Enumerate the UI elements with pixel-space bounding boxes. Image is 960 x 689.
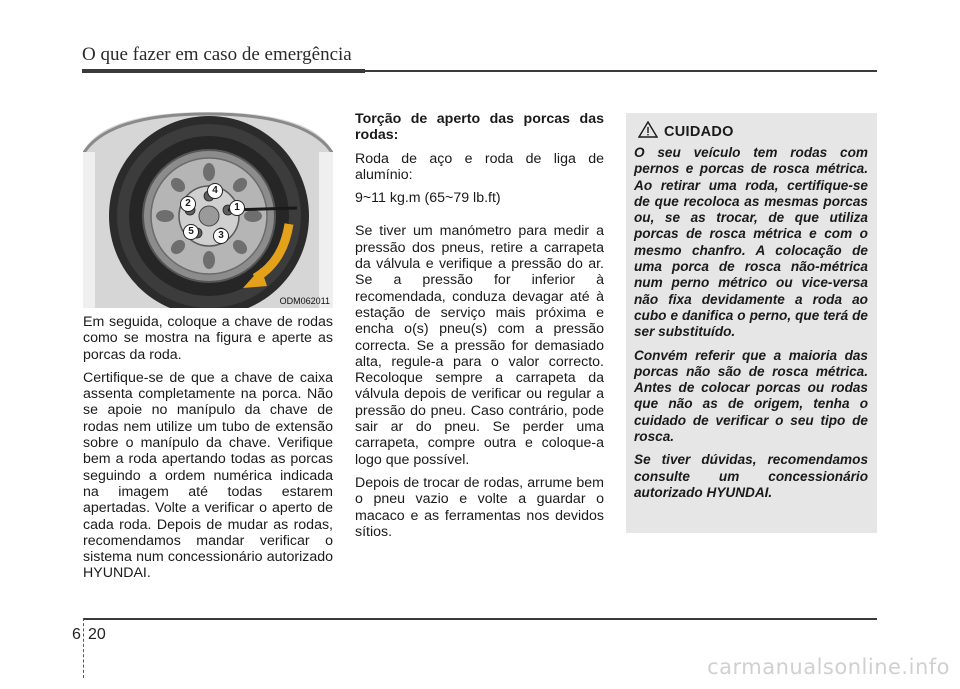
watermark: carmanualsonline.info [707,655,950,679]
page-number: 20 [88,626,106,643]
torque-heading: Torção de aperto das porcas das rodas: [355,111,604,144]
footer-rule [83,618,877,620]
left-column [83,314,333,589]
header-rule-thick [82,69,365,73]
wheel-drawing [83,112,333,308]
caution-paragraph: Convém referir que a maioria das porcas não são de rosca métrica. Antes de colocar porcas ou rodas que não as de origem, tenha o cuidado de verificar o seu tipo de rosca. [634,347,868,445]
footer-divider [83,618,84,678]
paragraph: Roda de aço e roda de liga de alumínio: [355,150,604,183]
caution-paragraph: Se tiver dúvidas, recomendamos consulte um concessionário autorizado HYUNDAI. [634,452,868,500]
middle-column [355,111,604,547]
paragraph: Certifique-se de que a chave de caixa assenta completamente na porca. Não se apoie no manípulo da chave de rodas nem utilize um tubo de extensão sobre o manípulo da chave. Verifique bem a roda apertando todas as porcas seguindo a ordem numérica indicada na imagem até todas estarem apertadas. Volte a verificar o aperto de cada roda. Depois de mudar as rodas, recomendamos mandar verificar o sistema num concessionário autorizado HYUNDAI. [83,369,333,582]
paragraph: Em seguida, coloque a chave de rodas como se mostra na figura e aperte as porcas da roda. [83,314,333,363]
nut-label-4: 4 [207,183,223,199]
caution-header [638,121,868,143]
section-title: O que fazer em caso de emergência [82,44,352,65]
figure-code: ODM062011 [279,296,330,306]
caution-paragraph: O seu veículo tem rodas com pernos e porcas de rosca métrica. Ao retirar uma roda, certifique-se de que recoloca as mesmas porcas ou, se as trocar, de que utiliza porcas de rosca métrica e com o mesmo chanfro. A colocação de uma porca de rosca não-métrica num perno métrico ou vice-versa não fixa devidamente a roda ao cubo e danifica o perno, que terá de ser substituído. [634,145,868,340]
nut-label-5: 5 [183,224,199,240]
caution-box [626,113,877,533]
nut-label-2: 2 [180,196,196,212]
paragraph: Depois de trocar de rodas, arrume bem o pneu vazio e volte a guardar o macaco e as ferramentas nos devidos sítios. [355,474,604,540]
nut-label-3: 3 [213,228,229,244]
chapter-number: 6 [72,626,81,643]
warning-triangle-icon [638,121,658,143]
torque-value: 9~11 kg.m (65~79 lb.ft) [355,190,501,207]
paragraph: Se tiver um manómetro para medir a pressão dos pneus, retire a carrapeta da válvula e verifique a pressão do ar. Se a pressão for inferior à recomendada, conduza devagar até à estação de serviço mais próxima e encha o(s) pneu(s) com a pressão correcta. Se a pressão for demasiado alta, regule-a para o valor correcto. Recoloque sempre a carrapeta da válvula depois de verificar ou regular a pressão do pneu. Caso contrário, pode sair ar do pneu. Se perder uma carrapeta, compre outra e coloque-a logo que possível. [355,223,604,468]
wheel-illustration [83,112,333,308]
header-rule [365,70,877,72]
nut-label-1: 1 [229,200,245,216]
caution-title: CUIDADO [664,124,734,140]
